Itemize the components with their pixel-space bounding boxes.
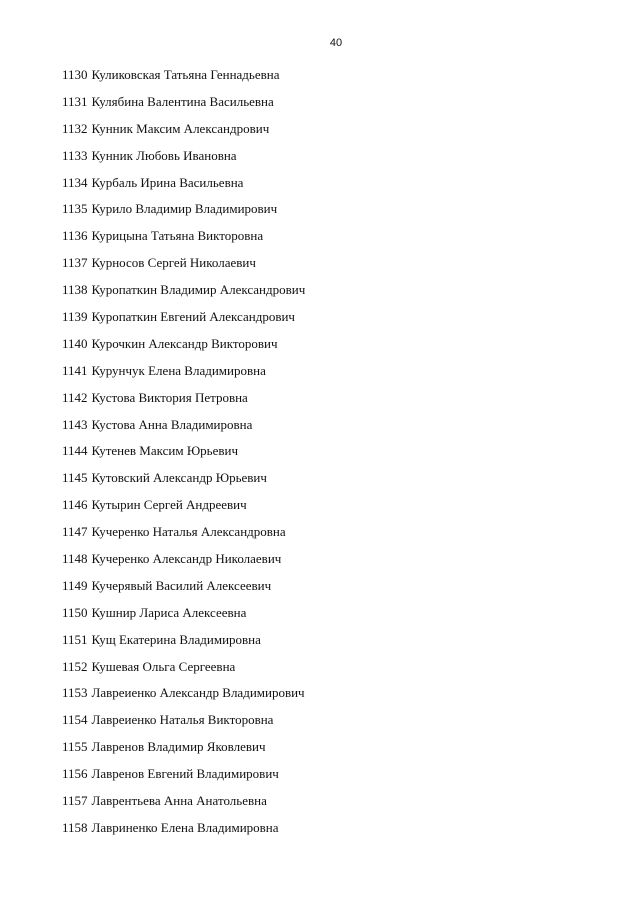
entry-name: Кучерявый Василий Алексеевич (91, 577, 272, 593)
list-item (62, 710, 305, 737)
list-item (62, 388, 305, 415)
entry-name: Кутенев Максим Юрьевич (91, 443, 239, 459)
entry-name: Кучеренко Александр Николаевич (91, 551, 282, 567)
entry-name: Куликовская Татьяна Геннадьевна (91, 67, 280, 82)
list-item (62, 415, 305, 442)
list-item (62, 253, 305, 280)
entry-name: Лаврентьева Анна Анатольевна (91, 793, 267, 809)
entry-name: Кулябина Валентина Васильевна (91, 93, 274, 109)
entry-number: 1144 (62, 443, 88, 459)
entry-number: 1131 (62, 93, 88, 109)
list-item (62, 119, 305, 146)
list-item (62, 146, 305, 173)
entry-number: 1133 (62, 147, 88, 163)
list-item (62, 468, 305, 495)
page-number: 40 (329, 37, 343, 49)
entry-number: 1145 (62, 470, 88, 486)
list-item (62, 657, 305, 684)
entry-name: Лавриненко Елена Владимировна (91, 819, 279, 835)
entry-name: Лавреиенко Наталья Викторовна (91, 712, 274, 728)
name-list (62, 65, 305, 845)
list-item (62, 280, 305, 307)
entry-number: 1141 (62, 362, 88, 378)
list-item (62, 576, 305, 603)
entry-number: 1140 (62, 335, 88, 351)
entry-name: Лавренов Владимир Яковлевич (91, 739, 266, 755)
entry-number: 1138 (62, 282, 88, 298)
entry-name: Курносов Сергей Николаевич (91, 255, 256, 271)
list-item (62, 199, 305, 226)
list-item (62, 173, 305, 200)
list-item (62, 683, 305, 710)
list-item (62, 495, 305, 522)
entry-number: 1146 (62, 497, 88, 513)
entry-number: 1151 (62, 631, 88, 647)
entry-name: Кучеренко Наталья Александровна (91, 524, 286, 540)
entry-number: 1136 (62, 228, 88, 244)
entry-name: Кушевая Ольга Сергеевна (91, 658, 236, 674)
entry-number: 1154 (62, 712, 88, 728)
entry-name: Курбаль Ирина Васильевна (91, 174, 244, 190)
list-item (62, 334, 305, 361)
entry-number: 1130 (62, 67, 88, 82)
entry-name: Кустова Анна Владимировна (91, 416, 253, 432)
entry-name: Куропаткин Владимир Александрович (91, 282, 306, 298)
entry-name: Кушнир Лариса Алексеевна (91, 604, 247, 620)
entry-number: 1149 (62, 577, 88, 593)
entry-number: 1139 (62, 309, 88, 325)
entry-name: Курунчук Елена Владимировна (91, 362, 266, 378)
list-item (62, 791, 305, 818)
entry-number: 1158 (62, 819, 88, 835)
entry-name: Кутовский Александр Юрьевич (91, 470, 267, 486)
list-item (62, 361, 305, 388)
entry-name: Курицына Татьяна Викторовна (91, 228, 264, 244)
entry-name: Кущ Екатерина Владимировна (91, 631, 261, 647)
entry-number: 1135 (62, 201, 88, 217)
list-item (62, 549, 305, 576)
list-item (62, 818, 305, 845)
entry-number: 1143 (62, 416, 88, 432)
list-item (62, 764, 305, 791)
entry-number: 1147 (62, 524, 88, 540)
list-item (62, 737, 305, 764)
entry-name: Курило Владимир Владимирович (91, 201, 278, 217)
entry-name: Лавренов Евгений Владимирович (91, 766, 279, 782)
entry-number: 1153 (62, 685, 88, 701)
entry-name: Кутырин Сергей Андреевич (91, 497, 247, 513)
entry-number: 1134 (62, 174, 88, 190)
list-item (62, 65, 305, 92)
list-item (62, 226, 305, 253)
entry-number: 1148 (62, 551, 88, 567)
list-item (62, 307, 305, 334)
list-item (62, 522, 305, 549)
entry-name: Куропаткин Евгений Александрович (91, 309, 295, 325)
entry-name: Кунник Любовь Ивановна (91, 147, 237, 163)
entry-number: 1132 (62, 120, 88, 136)
entry-number: 1137 (62, 255, 88, 271)
entry-number: 1152 (62, 658, 88, 674)
entry-number: 1155 (62, 739, 88, 755)
list-item (62, 603, 305, 630)
entry-number: 1150 (62, 604, 88, 620)
entry-number: 1157 (62, 793, 88, 809)
entry-name: Кустова Виктория Петровна (91, 389, 248, 405)
list-item (62, 441, 305, 468)
entry-number: 1142 (62, 389, 88, 405)
entry-name: Курочкин Александр Викторович (91, 335, 278, 351)
list-item (62, 92, 305, 119)
entry-number: 1156 (62, 766, 88, 782)
entry-name: Кунник Максим Александрович (91, 120, 270, 136)
entry-name: Лавреиенко Александр Владимирович (91, 685, 305, 701)
list-item (62, 630, 305, 657)
